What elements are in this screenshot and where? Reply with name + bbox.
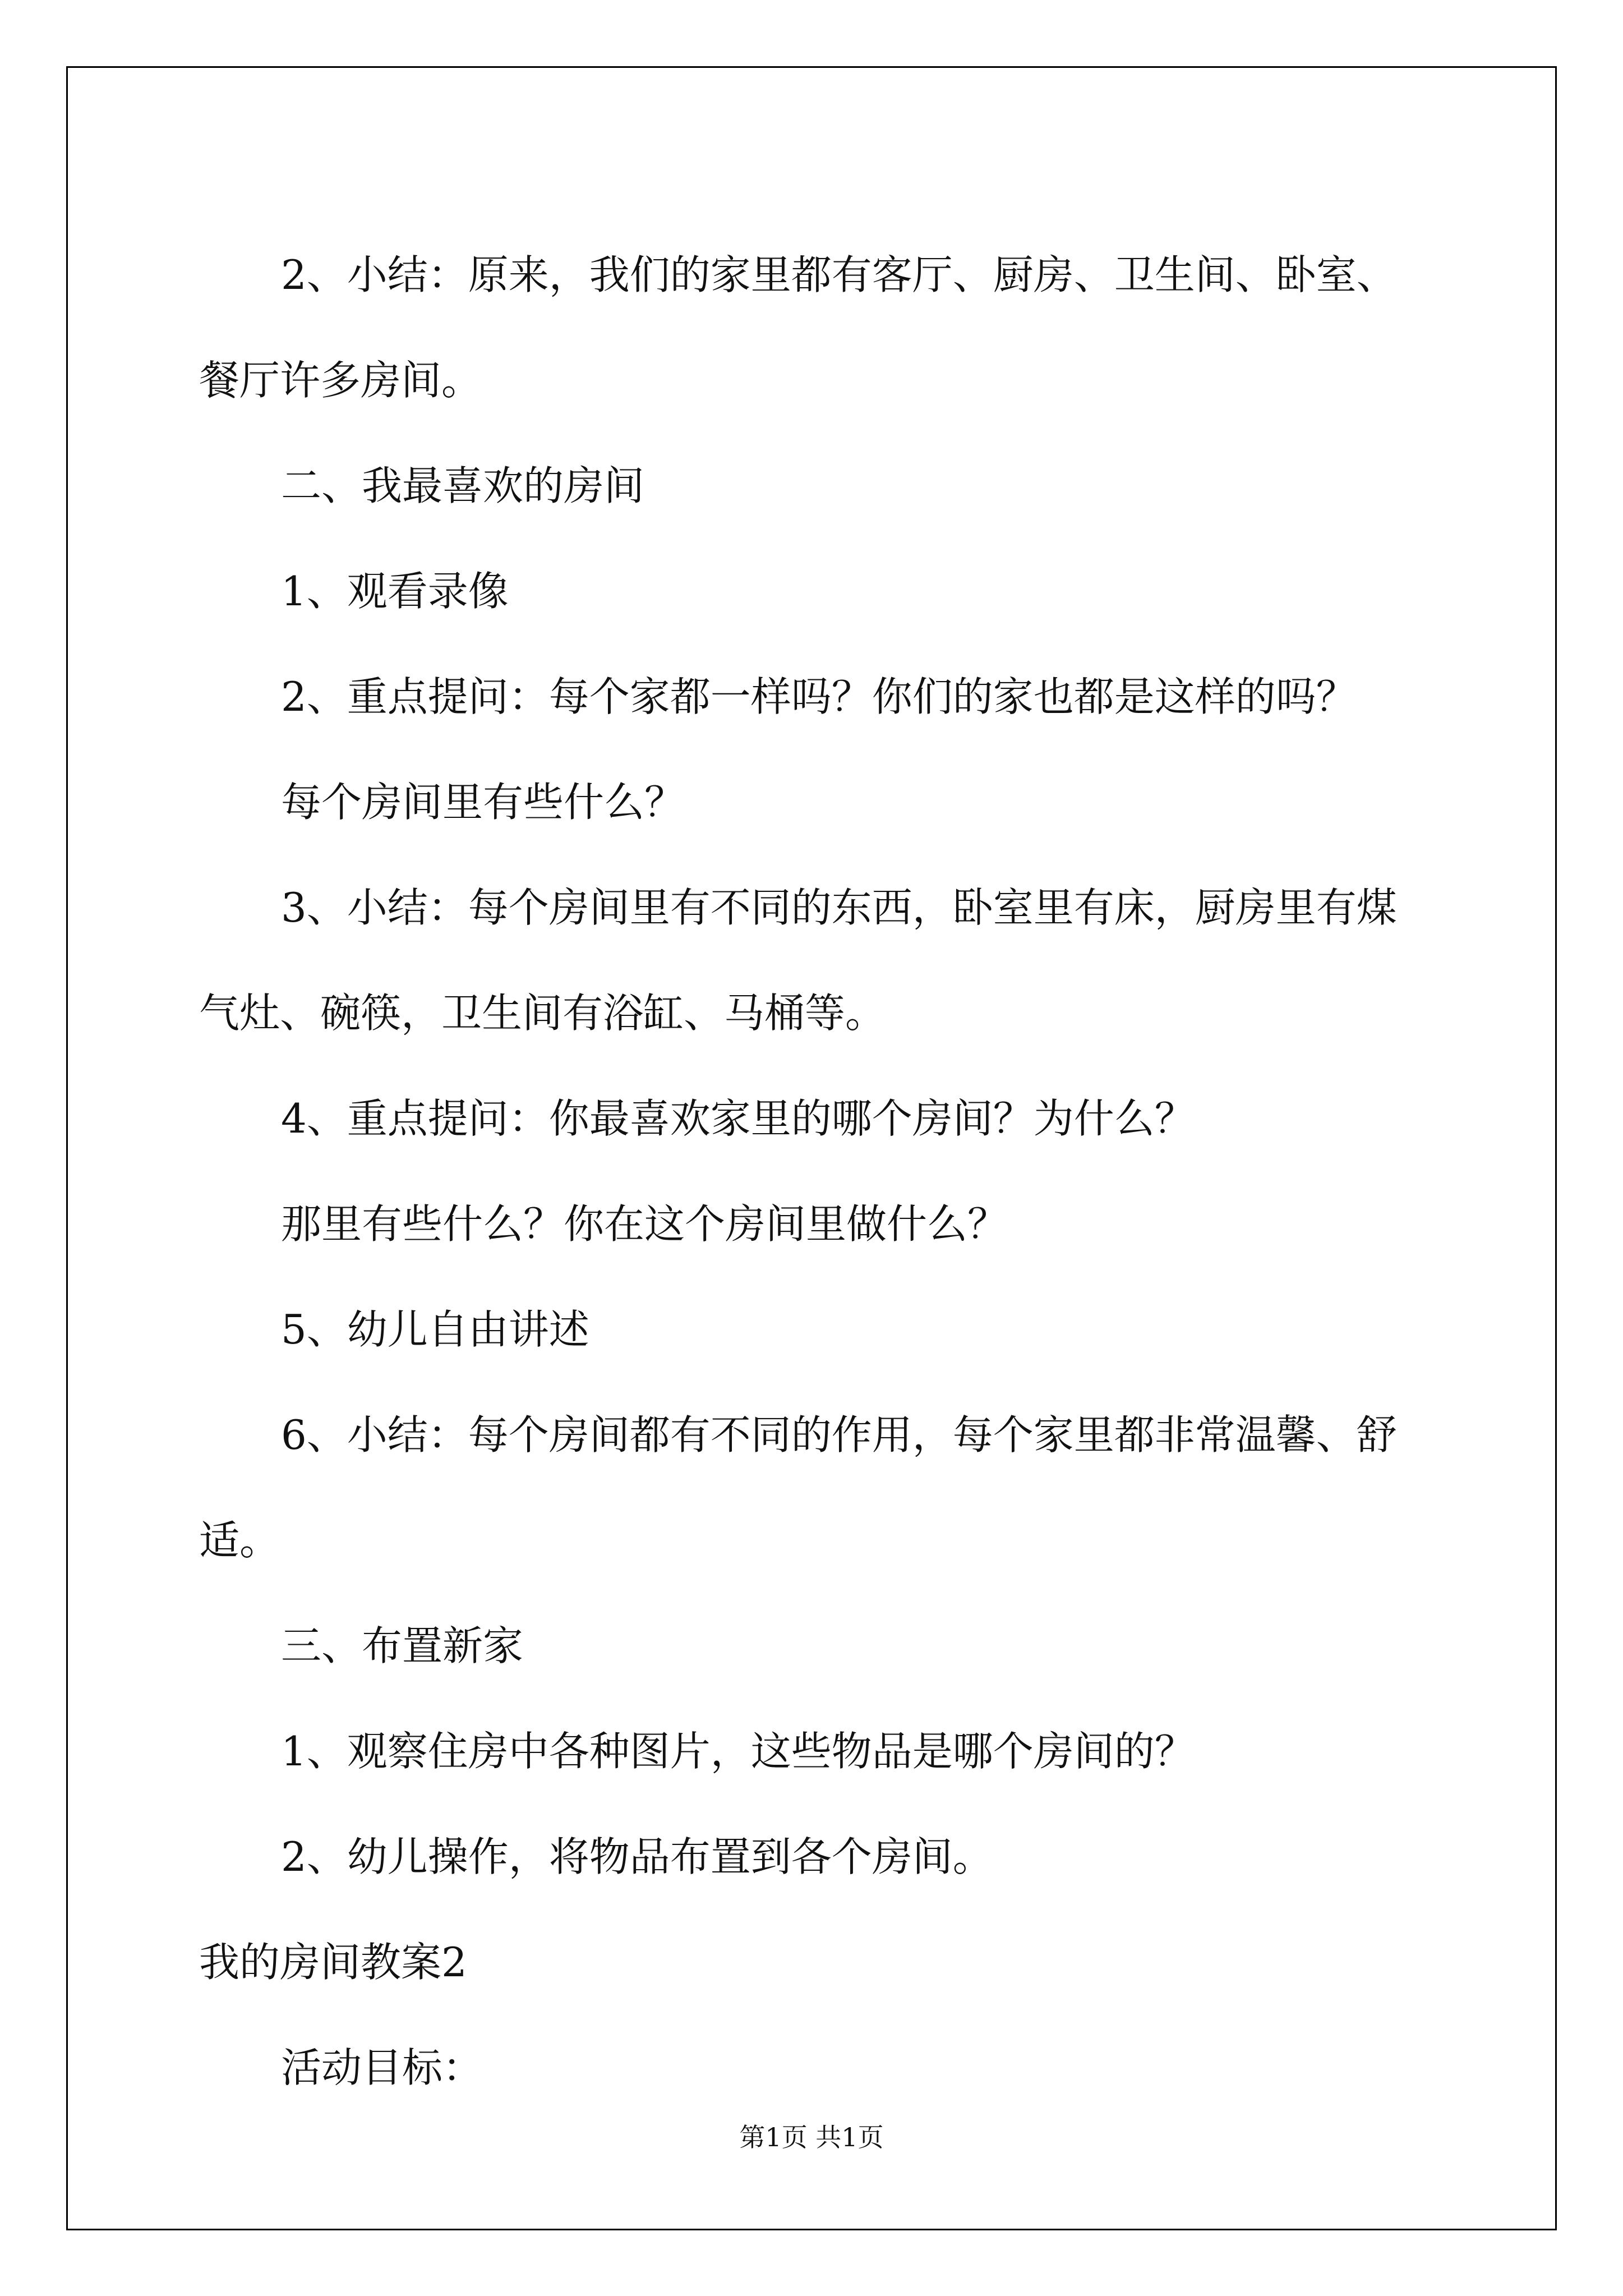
section-heading-favorite-room: 二、我最喜欢的房间 bbox=[281, 462, 645, 509]
paragraph-summary-rooms: 2、小结：原来，我们的家里都有客厅、厨房、卫生间、卧室、餐厅许多房间。 bbox=[199, 251, 1397, 404]
paragraph-watch-video: 1、观看录像 bbox=[281, 568, 509, 615]
paragraph-key-question-2-cont: 那里有些什么？你在这个房间里做什么？ bbox=[281, 1200, 1008, 1248]
paragraph-free-talk: 5、幼儿自由讲述 bbox=[281, 1306, 589, 1353]
paragraph-key-question-1: 2、重点提问：每个家都一样吗？你们的家也都是这样的吗？ bbox=[281, 673, 1357, 720]
page-footer: 第1页 共1页 bbox=[739, 2122, 884, 2152]
paragraph-key-question-2: 4、重点提问：你最喜欢家里的哪个房间？为什么？ bbox=[281, 1095, 1195, 1142]
paragraph-summary-functions: 6、小结：每个房间都有不同的作用，每个家里都非常温馨、舒适。 bbox=[199, 1411, 1397, 1564]
paragraph-summary-contents: 3、小结：每个房间里有不同的东西，卧室里有床，厨房里有煤气灶、碗筷，卫生间有浴缸、马桶等。 bbox=[199, 884, 1397, 1037]
paragraph-activity-goals: 活动目标： bbox=[281, 2044, 483, 2091]
paragraph-child-operation: 2、幼儿操作，将物品布置到各个房间。 bbox=[281, 1833, 993, 1880]
section-heading-new-home: 三、布置新家 bbox=[281, 1622, 524, 1669]
paragraph-key-question-1-cont: 每个房间里有些什么？ bbox=[281, 779, 685, 826]
document-body bbox=[199, 222, 1433, 2120]
paragraph-observe-pictures: 1、观察住房中各种图片，这些物品是哪个房间的？ bbox=[281, 1728, 1195, 1775]
document-title-lesson-2: 我的房间教案2 bbox=[199, 1939, 467, 1986]
